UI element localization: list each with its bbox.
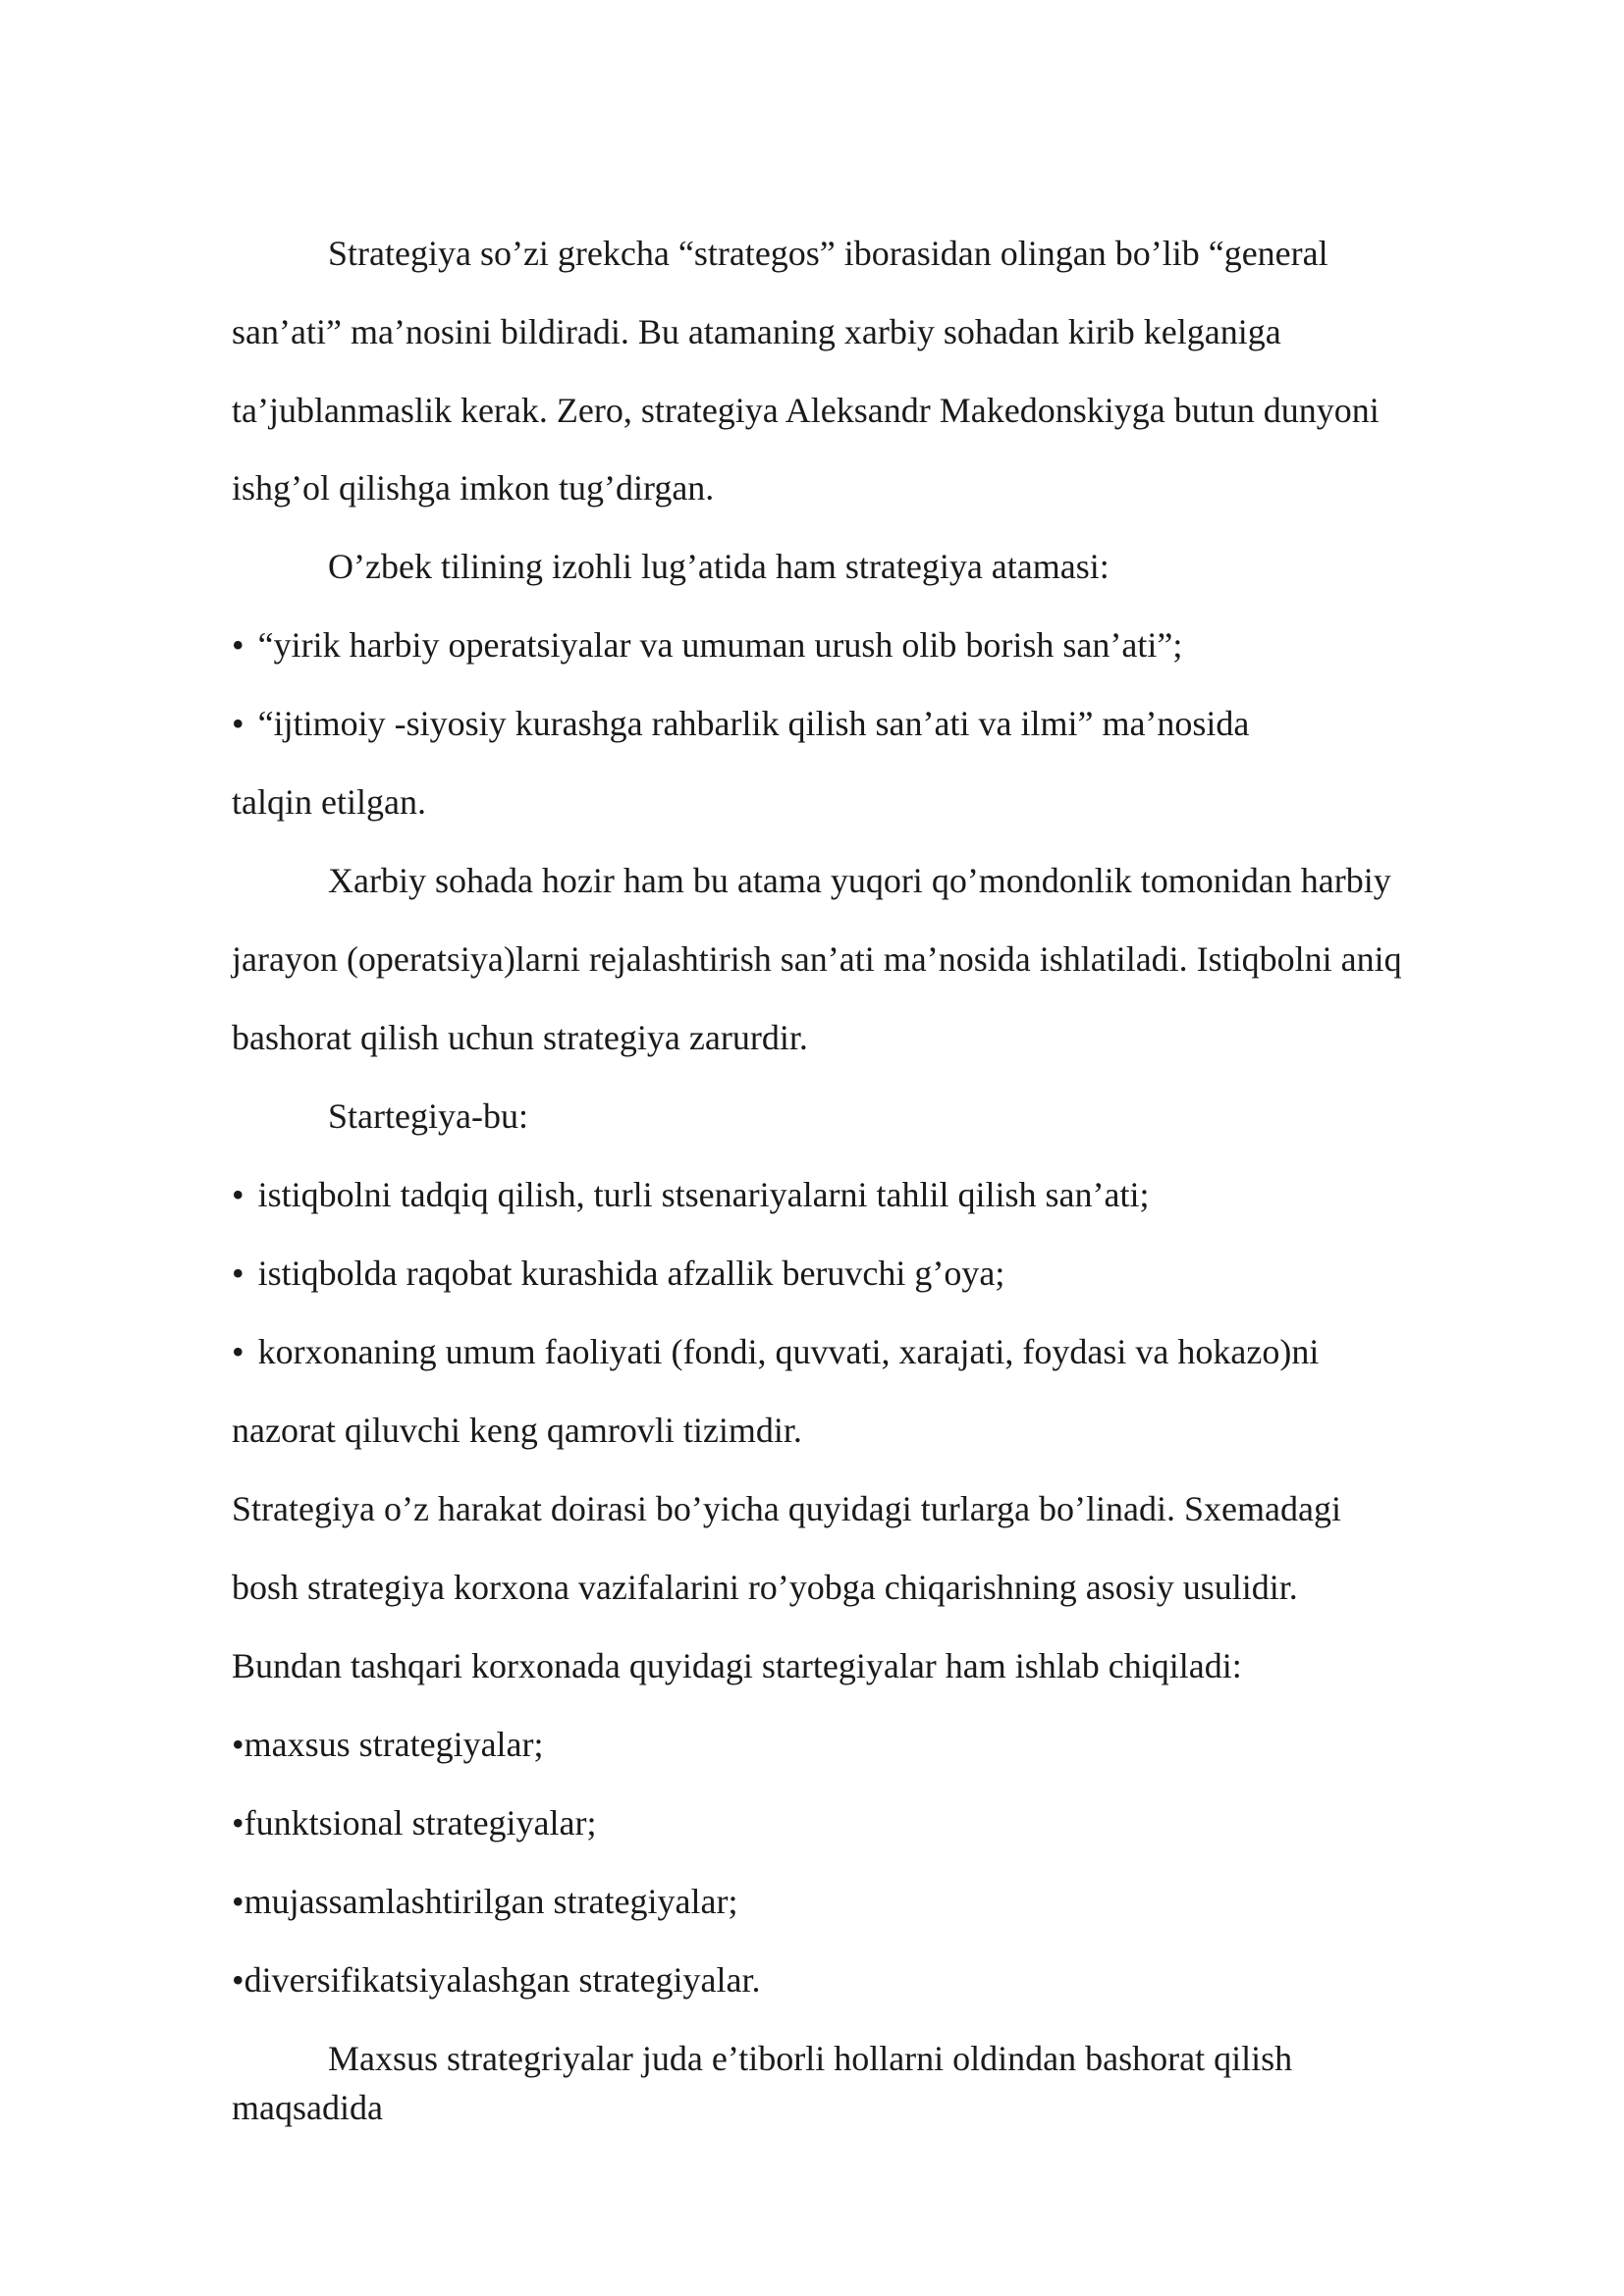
paragraph-4-line-1: Startegiya-bu: [328, 1096, 528, 1136]
bullet-marker: • [232, 1332, 244, 1371]
bullet-item-text: diversifikatsiyalashgan strategiyalar. [244, 1960, 761, 2000]
bullet-item-3 [232, 1175, 1150, 1214]
bullet-item-text: istiqbolda raqobat kurashida afzallik beruvchi g’oya; [257, 1254, 1005, 1293]
bullet-item-text: “ijtimoiy -siyosiy kurashga rahbarlik qilish san’ati va ilmi” ma’nosida [257, 704, 1250, 743]
bullet-item-text: korxonaning umum faoliyati (fondi, quvvati, xarajati, foydasi va hokazo)ni [257, 1332, 1320, 1371]
bullet-marker: • [232, 1725, 244, 1764]
paragraph-3-line-3: bashorat qilish uchun strategiya zarurdir. [232, 1018, 808, 1057]
paragraph-3-line-1: Xarbiy sohada hozir ham bu atama yuqori qo’mondonlik tomonidan harbiy [328, 861, 1391, 900]
bullet-item-5 [232, 1332, 1319, 1371]
paragraph-5-line-3: Bundan tashqari korxonada quyidagi startegiyalar ham ishlab chiqiladi: [232, 1646, 1242, 1685]
bullet-item-text: funktsional strategiyalar; [244, 1803, 597, 1842]
paragraph-2-line-1: O’zbek tilining izohli lug’atida ham strategiya atamasi: [328, 547, 1110, 586]
bullet-item-2-continuation: talqin etilgan. [232, 782, 426, 822]
paragraph-5-line-1: Strategiya o’z harakat doirasi bo’yicha quyidagi turlarga bo’linadi. Sxemadagi [232, 1489, 1341, 1528]
bullet-item-7 [232, 1803, 597, 1842]
bullet-item-text: maxsus strategiyalar; [244, 1725, 544, 1764]
paragraph-6-line-2: maqsadida [232, 2088, 383, 2127]
bullet-marker: • [232, 1882, 244, 1921]
bullet-item-text: mujassamlashtirilgan strategiyalar; [244, 1882, 738, 1921]
bullet-marker: • [232, 1254, 244, 1293]
bullet-item-2 [232, 704, 1249, 743]
bullet-item-text: “yirik harbiy operatsiyalar va umuman urush olib borish san’ati”; [257, 625, 1183, 665]
bullet-marker: • [232, 625, 244, 665]
paragraph-1-line-1: Strategiya so’zi grekcha “strategos” iborasidan olingan bo’lib “general [328, 234, 1328, 273]
bullet-item-text: istiqbolni tadqiq qilish, turli stsenariyalarni tahlil qilish san’ati; [257, 1175, 1150, 1214]
bullet-item-8 [232, 1882, 737, 1921]
paragraph-1-line-2: san’ati” ma’nosini bildiradi. Bu atamaning xarbiy sohadan kirib kelganiga [232, 312, 1281, 351]
bullet-marker: • [232, 704, 244, 743]
bullet-item-4 [232, 1254, 1004, 1293]
bullet-marker: • [232, 1960, 244, 2000]
bullet-item-5-continuation: nazorat qiluvchi keng qamrovli tizimdir. [232, 1411, 802, 1450]
bullet-marker: • [232, 1175, 244, 1214]
bullet-marker: • [232, 1803, 244, 1842]
paragraph-3-line-2: jarayon (operatsiya)larni rejalashtirish san’ati ma’nosida ishlatiladi. Istiqbolni aniq [232, 939, 1402, 979]
paragraph-6-line-1: Maxsus strategriyalar juda e’tiborli hollarni oldindan bashorat qilish [328, 2039, 1293, 2078]
bullet-item-1 [232, 625, 1182, 665]
paragraph-1-line-3: ta’jublanmaslik kerak. Zero, strategiya Aleksandr Makedonskiyga butun dunyoni [232, 391, 1380, 430]
paragraph-5-line-2: bosh strategiya korxona vazifalarini ro’yobga chiqarishning asosiy usulidir. [232, 1568, 1298, 1607]
bullet-item-9 [232, 1960, 760, 2000]
paragraph-1-line-4: ishg’ol qilishga imkon tug’dirgan. [232, 468, 715, 507]
bullet-item-6 [232, 1725, 544, 1764]
